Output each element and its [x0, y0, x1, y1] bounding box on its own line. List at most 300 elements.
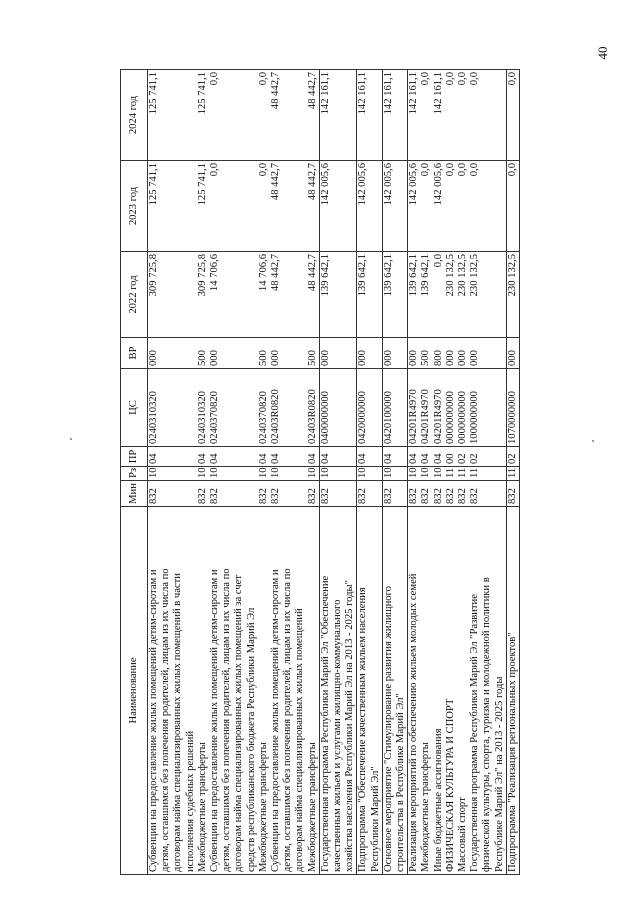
cell-pr-line: 04: [270, 453, 282, 464]
table-row: [357, 70, 382, 875]
cell-vr-line: 500: [196, 350, 208, 366]
table-header-row: [121, 70, 148, 875]
cell-2023-line: [370, 163, 382, 249]
cell-2023-line: 0,0: [444, 163, 456, 177]
cell-min-line: 832: [357, 488, 369, 504]
header-2023: 2023 год: [121, 161, 148, 252]
cell-min-line: [294, 483, 306, 504]
cell-2022-line: [344, 254, 356, 335]
cell-cs-line: [370, 371, 382, 444]
cell-2023: [319, 161, 357, 252]
cell-vr-line: [160, 340, 172, 366]
cell-2023: [506, 161, 519, 252]
cell-name-line: ФИЗИЧЕСКАЯ КУЛЬТУРА И СПОРТ: [444, 698, 456, 872]
cell-name: [382, 507, 407, 875]
cell-2023-line: 48 442,7: [270, 163, 282, 201]
cell-pr: [382, 447, 407, 467]
cell-2022-line: 14 706,6: [209, 254, 221, 292]
cell-2022-line: 139 642,1: [420, 254, 432, 297]
cell-vr: [506, 338, 519, 369]
cell-name-line: Межбюджетные трансферты: [257, 742, 269, 872]
budget-table: [120, 69, 520, 875]
header-vr: ВР: [121, 338, 148, 369]
cell-cs-line: 0420100000: [382, 391, 394, 444]
cell-vr-line: [185, 340, 197, 366]
cell-2022-line: 309 725,8: [148, 254, 159, 297]
cell-vr: [357, 338, 382, 369]
cell-min-line: [282, 483, 294, 504]
cell-vr-line: [494, 340, 506, 366]
cell-name-line: Межбюджетные трансферты: [306, 742, 318, 872]
cell-vr-line: [233, 340, 245, 366]
cell-pr-line: [233, 449, 245, 464]
cell-pr-line: 04: [357, 453, 369, 464]
cell-2023-line: [332, 163, 344, 249]
cell-pr-line: 04: [209, 453, 221, 464]
cell-vr-line: 000: [209, 350, 221, 366]
cell-pr-line: [160, 449, 172, 464]
cell-rz: [506, 467, 519, 481]
cell-2024-line: [370, 72, 382, 158]
cell-2023-line: 0,0: [506, 163, 518, 177]
cell-2024-line: 0,0: [506, 72, 518, 86]
cell-pr-line: 04: [382, 453, 394, 464]
cell-2023-line: 142 005,6: [319, 163, 331, 206]
cell-vr: [408, 338, 507, 369]
cell-min-line: [332, 483, 344, 504]
cell-pr-line: [221, 449, 233, 464]
cell-cs-line: [221, 371, 233, 444]
cell-2022-line: 48 442,7: [270, 254, 282, 292]
cell-rz-line: [332, 469, 344, 478]
cell-cs: [319, 369, 357, 447]
cell-2023-line: [172, 163, 184, 249]
cell-pr: [148, 447, 320, 467]
cell-2023: [382, 161, 407, 252]
cell-vr-line: 500: [306, 350, 318, 366]
cell-rz-line: [481, 469, 493, 478]
cell-name-line: Иные бюджетные ассигнования: [432, 728, 444, 872]
cell-2024: [506, 70, 519, 161]
cell-pr-line: 02: [469, 453, 481, 464]
cell-rz-line: 10: [382, 467, 394, 478]
cell-pr-line: [494, 449, 506, 464]
cell-2024-line: 0,0: [469, 72, 481, 86]
cell-name-line: договорам найма специализированных жилых помещений: [294, 608, 306, 872]
cell-pr-line: [172, 449, 184, 464]
cell-2024-line: 142 161,1: [357, 72, 369, 115]
cell-2024: [357, 70, 382, 161]
cell-min-line: 832: [319, 488, 331, 504]
cell-2022: [382, 252, 407, 338]
cell-rz-line: 11: [457, 467, 469, 478]
cell-rz-line: 10: [306, 467, 318, 478]
cell-pr-line: 04: [408, 453, 420, 464]
cell-name-line: Межбюджетные трансферты: [196, 742, 208, 872]
cell-vr-line: [282, 340, 294, 366]
cell-min-line: 832: [444, 488, 456, 504]
cell-rz-line: [246, 469, 258, 478]
cell-pr-line: [282, 449, 294, 464]
cell-cs-line: 04201R4970: [408, 389, 420, 444]
scan-speck: [70, 438, 72, 440]
cell-min-line: 832: [506, 488, 518, 504]
cell-cs-line: 0000000000: [457, 391, 469, 444]
cell-rz: [357, 467, 382, 481]
cell-2022-line: [233, 254, 245, 335]
table-row: [148, 70, 320, 875]
header-2022: 2022 год: [121, 252, 148, 338]
cell-rz-line: 10: [408, 467, 420, 478]
cell-rz-line: 10: [319, 467, 331, 478]
cell-cs-line: 0400000000: [319, 391, 331, 444]
cell-vr-line: 000: [457, 350, 469, 366]
cell-min-line: 832: [420, 488, 432, 504]
cell-2024-line: [221, 72, 233, 158]
cell-2024-line: 142 161,1: [382, 72, 394, 115]
cell-2022-line: 139 642,1: [319, 254, 331, 297]
cell-pr-line: [185, 449, 197, 464]
cell-vr-line: 000: [270, 350, 282, 366]
cell-pr-line: 00: [444, 453, 456, 464]
cell-2022-line: 230 132,5: [457, 254, 469, 297]
cell-cs-line: 0240370820: [257, 391, 269, 444]
cell-2024-line: [332, 72, 344, 158]
cell-min-line: 832: [196, 488, 208, 504]
cell-2022-line: 139 642,1: [408, 254, 420, 297]
cell-2023-line: 0,0: [420, 163, 432, 177]
cell-2022-line: [185, 254, 197, 335]
cell-cs-line: [172, 371, 184, 444]
cell-2024-line: [395, 72, 407, 158]
cell-rz-line: [294, 469, 306, 478]
table-row: [319, 70, 357, 875]
cell-rz-line: [370, 469, 382, 478]
cell-2024: [319, 70, 357, 161]
cell-2024-line: [160, 72, 172, 158]
cell-cs-line: 0240310320: [148, 391, 159, 444]
cell-2024-line: 0,0: [444, 72, 456, 86]
cell-2023-line: [246, 163, 258, 249]
cell-2024-line: 125 741,1: [148, 72, 159, 115]
cell-min-line: [233, 483, 245, 504]
cell-name-line: детям, оставшимся без попечения родителей, лицам из их числа по: [282, 568, 294, 872]
cell-cs-line: [344, 371, 356, 444]
cell-2024-line: [294, 72, 306, 158]
cell-2024-line: [282, 72, 294, 158]
cell-vr-line: 000: [506, 350, 518, 366]
cell-2023-line: 142 005,6: [382, 163, 394, 206]
cell-rz-line: 11: [469, 467, 481, 478]
cell-cs-line: 0420000000: [357, 391, 369, 444]
cell-2022-line: [370, 254, 382, 335]
cell-vr: [319, 338, 357, 369]
header-cs: ЦС: [121, 369, 148, 447]
cell-2024: [382, 70, 407, 161]
cell-2023-line: 0,0: [469, 163, 481, 177]
cell-min-line: 832: [382, 488, 394, 504]
cell-vr-line: 500: [257, 350, 269, 366]
cell-2022-line: [160, 254, 172, 335]
cell-2022-line: 230 132,5: [506, 254, 518, 297]
cell-2024-line: [233, 72, 245, 158]
cell-name-line: Реализация мероприятий по обеспечению жильем молодых семей: [408, 573, 420, 872]
cell-min-line: [370, 483, 382, 504]
cell-vr-line: 000: [469, 350, 481, 366]
cell-min-line: 832: [270, 488, 282, 504]
cell-cs: [506, 369, 519, 447]
cell-2023: [408, 161, 507, 252]
cell-cs-line: [185, 371, 197, 444]
cell-min-line: [481, 483, 493, 504]
cell-2022-line: 309 725,8: [196, 254, 208, 297]
cell-name-line: хозяйства населения Республики Марий Эл на 2013 - 2025 годы": [344, 580, 356, 872]
cell-cs-line: 04201R4970: [432, 389, 444, 444]
cell-rz-line: [494, 469, 506, 478]
cell-2022-line: 230 132,5: [444, 254, 456, 297]
cell-2024-line: 0,0: [420, 72, 432, 86]
cell-rz-line: 10: [148, 467, 159, 478]
cell-name-line: договорам найма специализированных жилых помещений за счет: [233, 575, 245, 872]
cell-rz: [319, 467, 357, 481]
cell-2023-line: 0,0: [257, 163, 269, 177]
cell-cs-line: [395, 371, 407, 444]
cell-min-line: [185, 483, 197, 504]
cell-2022-line: [246, 254, 258, 335]
cell-pr-line: [344, 449, 356, 464]
header-pr: ПР: [121, 447, 148, 467]
cell-cs-line: [494, 371, 506, 444]
cell-name-line: Субвенции на предоставление жилых помещений детям-сиротам и: [148, 569, 159, 872]
cell-2024-line: 48 442,7: [270, 72, 282, 110]
cell-pr-line: 04: [306, 453, 318, 464]
cell-pr-line: [294, 449, 306, 464]
cell-2022: [148, 252, 320, 338]
cell-cs-line: 02403R0820: [270, 389, 282, 444]
cell-rz: [408, 467, 507, 481]
cell-name-line: Республики Марий Эл": [369, 766, 381, 872]
cell-cs-line: [332, 371, 344, 444]
cell-name-line: Массовый спорт: [457, 797, 469, 872]
cell-min-line: 832: [257, 488, 269, 504]
cell-rz: [382, 467, 407, 481]
cell-2023-line: [185, 163, 197, 249]
cell-2024-line: 142 161,1: [319, 72, 331, 115]
cell-cs-line: 02403R0820: [306, 389, 318, 444]
cell-pr-line: 04: [257, 453, 269, 464]
cell-2022-line: 230 132,5: [469, 254, 481, 297]
cell-name: [319, 507, 357, 875]
cell-cs-line: [282, 371, 294, 444]
cell-name-line: Основное мероприятие "Стимулирование развития жилищного: [382, 586, 394, 872]
cell-min: [408, 481, 507, 507]
cell-pr-line: [395, 449, 407, 464]
cell-vr-line: 000: [408, 350, 420, 366]
cell-2024-line: 142 161,1: [432, 72, 444, 115]
cell-vr-line: [344, 340, 356, 366]
cell-2023-line: [344, 163, 356, 249]
cell-min-line: 832: [408, 488, 420, 504]
cell-vr-line: 000: [148, 350, 159, 366]
cell-cs-line: 1070000000: [506, 391, 518, 444]
cell-min: [506, 481, 519, 507]
cell-pr-line: [481, 449, 493, 464]
cell-vr-line: [221, 340, 233, 366]
table-row: [408, 70, 507, 875]
cell-2023-line: 142 005,6: [432, 163, 444, 206]
cell-2023-line: [282, 163, 294, 249]
cell-name-line: Межбюджетные трансферты: [420, 742, 432, 872]
cell-rz-line: 10: [196, 467, 208, 478]
cell-rz-line: [282, 469, 294, 478]
cell-name-line: Субвенции на предоставление жилых помещений детям-сиротам и: [270, 569, 282, 872]
cell-rz-line: 10: [209, 467, 221, 478]
cell-vr-line: 000: [382, 350, 394, 366]
cell-vr-line: [332, 340, 344, 366]
cell-name-line: физической культуры, спорта, туризма и молодежной политики в: [481, 577, 493, 872]
cell-rz-line: [221, 469, 233, 478]
cell-2023-line: 0,0: [209, 163, 221, 177]
cell-2022-line: 14 706,6: [257, 254, 269, 292]
cell-2024-line: 142 161,1: [408, 72, 420, 115]
cell-pr-line: 04: [319, 453, 331, 464]
cell-min: [382, 481, 407, 507]
cell-name-line: средств республиканского бюджета Республики Марий Эл: [245, 607, 257, 872]
cell-name-line: Подпрограмма "Обеспечение качественным жильем населения: [357, 587, 369, 872]
cell-min: [357, 481, 382, 507]
cell-pr-line: [370, 449, 382, 464]
cell-pr-line: 02: [457, 453, 469, 464]
cell-rz-line: 10: [257, 467, 269, 478]
header-rz: Рз: [121, 467, 148, 481]
cell-cs-line: [233, 371, 245, 444]
cell-min-line: [395, 483, 407, 504]
cell-cs-line: 0240370820: [209, 391, 221, 444]
cell-cs-line: [294, 371, 306, 444]
cell-name: [408, 507, 507, 875]
cell-rz-line: 11: [444, 467, 456, 478]
cell-min-line: [344, 483, 356, 504]
cell-2023-line: [294, 163, 306, 249]
cell-2022-line: [494, 254, 506, 335]
cell-min-line: [246, 483, 258, 504]
cell-vr-line: 000: [444, 350, 456, 366]
cell-2023-line: 0,0: [457, 163, 469, 177]
cell-2023-line: 125 741,1: [196, 163, 208, 206]
cell-pr-line: 04: [432, 453, 444, 464]
cell-name: [148, 507, 320, 875]
cell-2024-line: 48 442,7: [306, 72, 318, 110]
cell-vr-line: [395, 340, 407, 366]
cell-min: [319, 481, 357, 507]
cell-2024-line: [172, 72, 184, 158]
cell-pr-line: 02: [506, 453, 518, 464]
cell-2023-line: [221, 163, 233, 249]
table-row: [506, 70, 519, 875]
cell-2023-line: [494, 163, 506, 249]
cell-rz-line: [160, 469, 172, 478]
cell-2023-line: 125 741,1: [148, 163, 159, 206]
cell-2022: [319, 252, 357, 338]
cell-2024-line: [494, 72, 506, 158]
cell-2024: [148, 70, 320, 161]
cell-2024-line: 0,0: [209, 72, 221, 86]
cell-vr-line: 800: [432, 350, 444, 366]
cell-name-line: Государственная программа Республики Марий Эл "Обеспечение: [319, 575, 331, 872]
cell-name-line: детям, оставшимся без попечения родителей, лицам из их числа по: [221, 568, 233, 872]
cell-pr-line: 04: [196, 453, 208, 464]
cell-rz-line: [344, 469, 356, 478]
cell-vr-line: 000: [357, 350, 369, 366]
cell-2022: [408, 252, 507, 338]
cell-rz-line: 10: [270, 467, 282, 478]
cell-2022-line: 139 642,1: [357, 254, 369, 297]
cell-pr: [506, 447, 519, 467]
cell-cs: [357, 369, 382, 447]
cell-2024-line: 0,0: [457, 72, 469, 86]
cell-2022-line: [332, 254, 344, 335]
cell-2022-line: [282, 254, 294, 335]
cell-name-line: Субвенции на предоставление жилых помещений детям-сиротам и: [209, 569, 221, 872]
cell-2022-line: 48 442,7: [306, 254, 318, 292]
cell-vr-line: [246, 340, 258, 366]
cell-2023-line: 142 005,6: [357, 163, 369, 206]
cell-cs-line: 1000000000: [469, 391, 481, 444]
cell-2023-line: [160, 163, 172, 249]
cell-cs-line: [481, 371, 493, 444]
cell-2022-line: [481, 254, 493, 335]
cell-cs-line: [246, 371, 258, 444]
cell-vr-line: 500: [420, 350, 432, 366]
cell-2023: [148, 161, 320, 252]
cell-rz-line: [185, 469, 197, 478]
cell-pr: [319, 447, 357, 467]
cell-pr-line: 04: [420, 453, 432, 464]
cell-2022: [357, 252, 382, 338]
cell-min-line: 832: [306, 488, 318, 504]
cell-min-line: 832: [469, 488, 481, 504]
header-min: Мин: [121, 481, 148, 507]
cell-vr-line: [172, 340, 184, 366]
page-number: 40: [595, 46, 610, 60]
cell-vr: [148, 338, 320, 369]
cell-pr-line: 04: [148, 453, 159, 464]
cell-2024: [408, 70, 507, 161]
cell-pr-line: [246, 449, 258, 464]
cell-cs: [382, 369, 407, 447]
table-body: [148, 70, 520, 875]
cell-2023-line: [395, 163, 407, 249]
cell-pr-line: [332, 449, 344, 464]
cell-pr: [408, 447, 507, 467]
cell-2024-line: [481, 72, 493, 158]
cell-2022-line: [395, 254, 407, 335]
cell-vr-line: [481, 340, 493, 366]
cell-2024-line: 0,0: [257, 72, 269, 86]
cell-cs-line: 04201R4970: [420, 389, 432, 444]
cell-min-line: 832: [209, 488, 221, 504]
cell-min-line: 832: [432, 488, 444, 504]
cell-name-line: качественным жильем и услугами жилищно-коммунального: [332, 599, 344, 872]
cell-min-line: 832: [457, 488, 469, 504]
cell-rz-line: 10: [432, 467, 444, 478]
cell-min-line: [172, 483, 184, 504]
cell-name-line: Республике Марий Эл" на 2013 - 2025 годы: [493, 676, 505, 872]
cell-vr-line: [370, 340, 382, 366]
cell-rz-line: [395, 469, 407, 478]
cell-2023-line: 48 442,7: [306, 163, 318, 201]
cell-vr: [382, 338, 407, 369]
